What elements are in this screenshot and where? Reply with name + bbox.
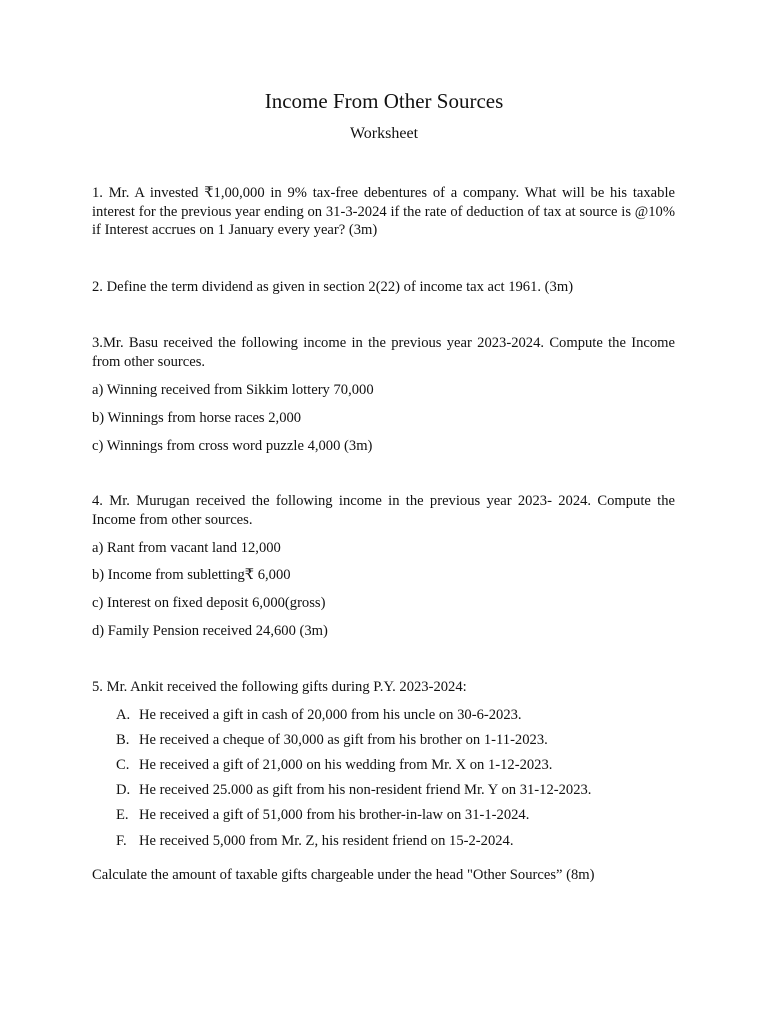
question-2: 2. Define the term dividend as given in section 2(22) of income tax act 1961. (3m) bbox=[92, 279, 574, 295]
question-3-item: b) Winnings from horse races 2,000 bbox=[92, 410, 302, 426]
gift-item-label: E. bbox=[116, 807, 129, 823]
gift-item bbox=[116, 781, 676, 800]
gift-item-text: He received a cheque of 30,000 as gift from his brother on 1-11-2023. bbox=[139, 732, 548, 748]
question-4-stem: 4. Mr. Murugan received the following income in the previous year 2023- 2024. Compute the Income from other sources. bbox=[92, 493, 675, 528]
gift-item-label: B. bbox=[116, 732, 130, 748]
gift-item-text: He received a gift of 51,000 from his brother-in-law on 31-1-2024. bbox=[139, 807, 530, 823]
gift-item bbox=[116, 832, 676, 851]
question-3-item: a) Winning received from Sikkim lottery 70,000 bbox=[92, 382, 374, 398]
gift-item-label: A. bbox=[116, 707, 131, 723]
question-4-item: d) Family Pension received 24,600 (3m) bbox=[92, 623, 328, 639]
question-1: 1. Mr. A invested ₹1,00,000 in 9% tax-free debentures of a company. What will be his taxable interest for the previous year ending on 31-3-2024 if the rate of deduction of tax at source is @10% if Interest accrues on 1 January every year? (3m) bbox=[92, 185, 675, 238]
gift-item bbox=[116, 731, 676, 750]
question-4-item: b) Income from subletting₹ 6,000 bbox=[92, 567, 291, 583]
page-subtitle: Worksheet bbox=[349, 125, 419, 142]
gift-item-text: He received a gift of 21,000 on his wedding from Mr. X on 1-12-2023. bbox=[139, 757, 553, 773]
gift-item bbox=[116, 706, 676, 725]
gift-item-label: C. bbox=[116, 757, 130, 773]
gift-item bbox=[116, 806, 676, 825]
question-3-stem: 3.Mr. Basu received the following income in the previous year 2023-2024. Compute the Income from other sources. bbox=[92, 335, 675, 370]
question-3-item: c) Winnings from cross word puzzle 4,000 (3m) bbox=[92, 438, 373, 454]
gift-item bbox=[116, 756, 676, 775]
gift-item-label: F. bbox=[116, 833, 127, 849]
question-5-closing: Calculate the amount of taxable gifts chargeable under the head "Other Sources” (8m) bbox=[92, 867, 595, 883]
question-4-item: a) Rant from vacant land 12,000 bbox=[92, 540, 281, 556]
question-4-item: c) Interest on fixed deposit 6,000(gross) bbox=[92, 595, 326, 611]
gift-item-label: D. bbox=[116, 782, 131, 798]
page-title: Income From Other Sources bbox=[264, 89, 504, 113]
gift-item-text: He received 5,000 from Mr. Z, his resident friend on 15-2-2024. bbox=[139, 833, 514, 849]
question-5-stem: 5. Mr. Ankit received the following gifts during P.Y. 2023-2024: bbox=[92, 679, 467, 695]
gift-item-text: He received a gift in cash of 20,000 from his uncle on 30-6-2023. bbox=[139, 707, 522, 723]
gift-item-text: He received 25.000 as gift from his non-resident friend Mr. Y on 31-12-2023. bbox=[139, 782, 592, 798]
